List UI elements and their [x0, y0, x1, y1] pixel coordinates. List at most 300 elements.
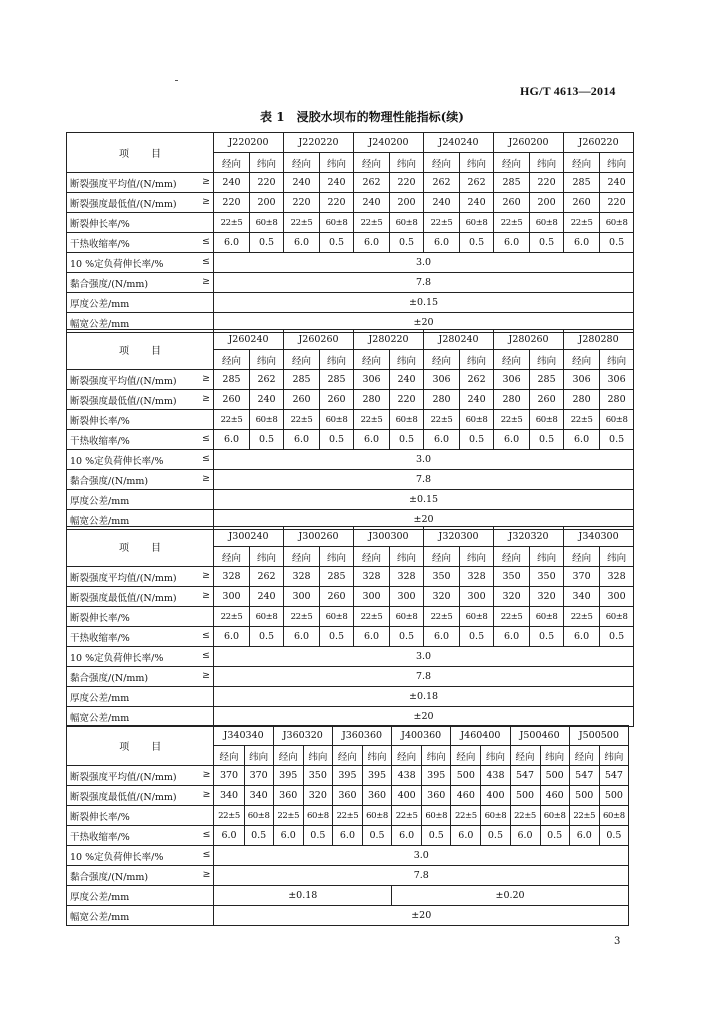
- model-name: J220220: [284, 133, 354, 153]
- weft-label: 纬向: [303, 746, 332, 766]
- value-cell: 0.5: [250, 430, 284, 450]
- weft-label: 纬向: [320, 547, 354, 567]
- value-cell: 260: [530, 390, 564, 410]
- tensile-avg-row: [67, 567, 634, 587]
- value-cell: 6.0: [284, 627, 320, 647]
- value-cell: 360: [332, 786, 362, 806]
- warp-label: 经向: [564, 350, 600, 370]
- width-label: 幅宽公差/mm: [67, 707, 214, 727]
- item-header: 项 目: [67, 330, 214, 370]
- value-cell: 6.0: [569, 826, 599, 846]
- elongation-row: [67, 806, 629, 826]
- value-cell: 6.0: [332, 826, 362, 846]
- elongation-label: 断裂伸长率/%: [67, 607, 214, 627]
- value-cell: 6.0: [354, 430, 390, 450]
- value-cell: 7.8: [214, 667, 634, 687]
- value-cell: 300: [284, 587, 320, 607]
- value-cell: ±0.18: [214, 687, 634, 707]
- value-cell: 200: [530, 193, 564, 213]
- spec-table-block-4: [66, 725, 629, 926]
- warp-label: 经向: [214, 350, 250, 370]
- tensile-min-row: [67, 193, 634, 213]
- shrinkage-label: 干热收缩率/% ≤: [67, 627, 214, 647]
- value-cell: 60±8: [540, 806, 569, 826]
- value-cell: 0.5: [530, 627, 564, 647]
- value-cell: 240: [354, 193, 390, 213]
- warp-label: 经向: [332, 746, 362, 766]
- value-cell: 240: [250, 390, 284, 410]
- value-cell: 547: [510, 766, 540, 786]
- value-cell: 328: [460, 567, 494, 587]
- load-elong-label: 10 %定负荷伸长率/% ≤: [67, 253, 214, 273]
- tensile-min-row: [67, 587, 634, 607]
- value-cell: 285: [320, 567, 354, 587]
- model-name: J320320: [494, 527, 564, 547]
- value-cell: 60±8: [599, 806, 628, 826]
- model-name: J260220: [564, 133, 634, 153]
- page-number: 3: [614, 936, 621, 947]
- value-cell: 6.0: [424, 627, 460, 647]
- value-cell: 328: [600, 567, 634, 587]
- value-cell: 262: [354, 173, 390, 193]
- shrinkage-label: 干热收缩率/% ≤: [67, 430, 214, 450]
- warp-label: 经向: [510, 746, 540, 766]
- value-cell: 0.5: [250, 233, 284, 253]
- value-cell: 340: [564, 587, 600, 607]
- value-cell: 500: [599, 786, 628, 806]
- stray-mark: [175, 80, 178, 81]
- elongation-row: [67, 410, 634, 430]
- value-cell: 280: [494, 390, 530, 410]
- model-name: J260260: [284, 330, 354, 350]
- model-name: J260240: [214, 330, 284, 350]
- model-name: J280260: [494, 330, 564, 350]
- value-cell: 22±5: [214, 213, 250, 233]
- value-cell: 6.0: [424, 430, 460, 450]
- value-cell: 22±5: [284, 410, 320, 430]
- value-cell: 3.0: [214, 647, 634, 667]
- value-cell: 22±5: [273, 806, 303, 826]
- value-cell: 0.5: [600, 627, 634, 647]
- value-cell: 22±5: [424, 607, 460, 627]
- value-cell: 6.0: [494, 233, 530, 253]
- value-cell: 438: [481, 766, 510, 786]
- value-cell: 0.5: [460, 233, 494, 253]
- weft-label: 纬向: [390, 547, 424, 567]
- value-cell: 285: [320, 370, 354, 390]
- tensile-min-label: 断裂强度最低值/(N/mm) ≥: [67, 390, 214, 410]
- model-name: J360360: [332, 726, 391, 746]
- width-label: 幅宽公差/mm: [67, 906, 214, 926]
- value-cell: 262: [250, 370, 284, 390]
- weft-label: 纬向: [530, 153, 564, 173]
- value-cell: 0.5: [303, 826, 332, 846]
- value-cell: 320: [303, 786, 332, 806]
- value-cell: 22±5: [214, 806, 244, 826]
- value-cell: 7.8: [214, 273, 634, 293]
- elongation-row: [67, 607, 634, 627]
- value-cell: 6.0: [564, 233, 600, 253]
- value-cell: 220: [530, 173, 564, 193]
- value-cell: 285: [530, 370, 564, 390]
- value-cell: 6.0: [564, 627, 600, 647]
- value-cell: 0.5: [390, 233, 424, 253]
- value-cell: 395: [332, 766, 362, 786]
- thickness-row: [67, 687, 634, 707]
- value-cell: 0.5: [600, 233, 634, 253]
- value-cell: 6.0: [354, 627, 390, 647]
- model-name: J340340: [214, 726, 273, 746]
- value-cell: 300: [214, 587, 250, 607]
- value-cell: 306: [564, 370, 600, 390]
- value-cell: 22±5: [494, 213, 530, 233]
- value-cell: 260: [320, 390, 354, 410]
- warp-label: 经向: [494, 350, 530, 370]
- value-cell: 60±8: [481, 806, 510, 826]
- value-cell: 460: [540, 786, 569, 806]
- thickness-label: 厚度公差/mm: [67, 293, 214, 313]
- thickness-row: [67, 490, 634, 510]
- value-cell: 60±8: [530, 607, 564, 627]
- model-name: J300260: [284, 527, 354, 547]
- standard-number: HG/T 4613—2014: [520, 84, 616, 98]
- model-name: J400360: [392, 726, 451, 746]
- width-row: [67, 707, 634, 727]
- value-cell: 280: [600, 390, 634, 410]
- model-name: J280220: [354, 330, 424, 350]
- value-cell: 0.5: [320, 430, 354, 450]
- value-cell: 220: [250, 173, 284, 193]
- adhesion-row: [67, 273, 634, 293]
- thickness-row: [67, 293, 634, 313]
- value-cell: 0.5: [460, 627, 494, 647]
- tensile-avg-label: 断裂强度平均值/(N/mm) ≥: [67, 370, 214, 390]
- value-cell: 0.5: [481, 826, 510, 846]
- tensile-min-label: 断裂强度最低值/(N/mm) ≥: [67, 587, 214, 607]
- weft-label: 纬向: [244, 746, 273, 766]
- value-cell: 240: [460, 193, 494, 213]
- value-cell: 60±8: [362, 806, 391, 826]
- thickness-label: 厚度公差/mm: [67, 886, 214, 906]
- value-cell: 6.0: [354, 233, 390, 253]
- value-cell: 60±8: [422, 806, 451, 826]
- value-cell: 300: [354, 587, 390, 607]
- weft-label: 纬向: [600, 350, 634, 370]
- value-cell: 350: [530, 567, 564, 587]
- value-cell: 370: [244, 766, 273, 786]
- value-cell: ±0.15: [214, 490, 634, 510]
- value-cell: 60±8: [460, 213, 494, 233]
- warp-label: 经向: [494, 547, 530, 567]
- value-cell: 22±5: [332, 806, 362, 826]
- value-cell: 60±8: [320, 213, 354, 233]
- adhesion-label: 黏合强度/(N/mm) ≥: [67, 866, 214, 886]
- tensile-avg-label: 断裂强度平均值/(N/mm) ≥: [67, 173, 214, 193]
- value-cell: 260: [214, 390, 250, 410]
- warp-label: 经向: [424, 350, 460, 370]
- value-cell: 220: [284, 193, 320, 213]
- value-cell: 200: [390, 193, 424, 213]
- value-cell: 240: [600, 173, 634, 193]
- value-cell: ±20: [214, 313, 634, 333]
- value-cell: 0.5: [250, 627, 284, 647]
- warp-label: 经向: [564, 153, 600, 173]
- elongation-row: [67, 213, 634, 233]
- value-cell: 300: [460, 587, 494, 607]
- value-cell: 6.0: [510, 826, 540, 846]
- model-name: J220200: [214, 133, 284, 153]
- value-cell: 3.0: [214, 253, 634, 273]
- value-cell: 22±5: [354, 607, 390, 627]
- tensile-min-label: 断裂强度最低值/(N/mm) ≥: [67, 193, 214, 213]
- value-cell: 547: [569, 766, 599, 786]
- warp-label: 经向: [354, 547, 390, 567]
- model-row: [67, 527, 634, 547]
- value-cell: 60±8: [600, 410, 634, 430]
- model-name: J500500: [569, 726, 628, 746]
- shrinkage-row: [67, 826, 629, 846]
- value-cell: 0.5: [320, 627, 354, 647]
- value-cell: 22±5: [354, 213, 390, 233]
- table-title: 表 1 浸胶水坝布的物理性能指标(续): [260, 110, 464, 124]
- adhesion-label: 黏合强度/(N/mm) ≥: [67, 470, 214, 490]
- value-cell: 6.0: [214, 430, 250, 450]
- adhesion-label: 黏合强度/(N/mm) ≥: [67, 667, 214, 687]
- value-cell: 0.5: [244, 826, 273, 846]
- model-name: J300300: [354, 527, 424, 547]
- value-cell: 400: [392, 786, 422, 806]
- value-cell: 262: [460, 370, 494, 390]
- value-cell: 22±5: [494, 607, 530, 627]
- tensile-avg-label: 断裂强度平均值/(N/mm) ≥: [67, 766, 214, 786]
- weft-label: 纬向: [460, 350, 494, 370]
- value-cell: 6.0: [284, 430, 320, 450]
- tensile-avg-row: [67, 766, 629, 786]
- value-cell: 320: [530, 587, 564, 607]
- weft-label: 纬向: [390, 153, 424, 173]
- weft-label: 纬向: [250, 153, 284, 173]
- value-cell: 320: [424, 587, 460, 607]
- tensile-min-row: [67, 786, 629, 806]
- value-cell: 300: [390, 587, 424, 607]
- shrinkage-row: [67, 430, 634, 450]
- value-cell: 6.0: [494, 430, 530, 450]
- thickness-label: 厚度公差/mm: [67, 490, 214, 510]
- value-cell: 360: [362, 786, 391, 806]
- warp-label: 经向: [424, 153, 460, 173]
- value-cell: 3.0: [214, 450, 634, 470]
- value-cell: 285: [494, 173, 530, 193]
- value-cell: 6.0: [284, 233, 320, 253]
- load-elong-row: [67, 647, 634, 667]
- adhesion-row: [67, 667, 634, 687]
- value-cell: 328: [214, 567, 250, 587]
- load-elong-label: 10 %定负荷伸长率/% ≤: [67, 450, 214, 470]
- value-cell: 6.0: [214, 627, 250, 647]
- value-cell: 306: [354, 370, 390, 390]
- value-cell: 60±8: [390, 607, 424, 627]
- value-cell: 285: [564, 173, 600, 193]
- value-cell: 320: [494, 587, 530, 607]
- warp-label: 经向: [451, 746, 481, 766]
- weft-label: 纬向: [599, 746, 628, 766]
- value-cell: 60±8: [460, 607, 494, 627]
- value-cell: 22±5: [564, 607, 600, 627]
- weft-label: 纬向: [540, 746, 569, 766]
- elongation-label: 断裂伸长率/%: [67, 213, 214, 233]
- value-cell: ±20: [214, 707, 634, 727]
- value-cell: 260: [494, 193, 530, 213]
- value-cell: 60±8: [250, 607, 284, 627]
- value-cell: 6.0: [392, 826, 422, 846]
- warp-label: 经向: [214, 547, 250, 567]
- warp-label: 经向: [284, 153, 320, 173]
- value-cell: 240: [284, 173, 320, 193]
- value-cell: 0.5: [390, 627, 424, 647]
- value-cell: 300: [600, 587, 634, 607]
- value-cell: 7.8: [214, 866, 629, 886]
- value-cell: 220: [390, 390, 424, 410]
- value-cell: 240: [320, 173, 354, 193]
- value-cell: 22±5: [354, 410, 390, 430]
- value-cell: 60±8: [250, 213, 284, 233]
- value-cell: 60±8: [530, 410, 564, 430]
- warp-label: 经向: [424, 547, 460, 567]
- shrinkage-row: [67, 627, 634, 647]
- value-cell: 285: [214, 370, 250, 390]
- weft-label: 纬向: [320, 153, 354, 173]
- value-cell: 350: [494, 567, 530, 587]
- value-cell: ±20: [214, 510, 634, 530]
- value-cell: 262: [460, 173, 494, 193]
- value-cell: 6.0: [494, 627, 530, 647]
- value-cell: 22±5: [564, 410, 600, 430]
- value-cell: 370: [214, 766, 244, 786]
- value-cell: ±0.15: [214, 293, 634, 313]
- weft-label: 纬向: [250, 547, 284, 567]
- item-header: 项 目: [67, 527, 214, 567]
- value-cell: 220: [214, 193, 250, 213]
- value-cell: 22±5: [214, 410, 250, 430]
- value-cell: 280: [564, 390, 600, 410]
- value-cell: 400: [481, 786, 510, 806]
- model-name: J240200: [354, 133, 424, 153]
- value-cell: 60±8: [320, 607, 354, 627]
- model-name: J260200: [494, 133, 564, 153]
- value-cell: 240: [214, 173, 250, 193]
- value-cell: 285: [284, 370, 320, 390]
- value-cell: 360: [273, 786, 303, 806]
- load-elong-label: 10 %定负荷伸长率/% ≤: [67, 647, 214, 667]
- value-cell: 370: [564, 567, 600, 587]
- load-elong-row: [67, 846, 629, 866]
- warp-label: 经向: [214, 746, 244, 766]
- value-cell: 350: [303, 766, 332, 786]
- shrinkage-label: 干热收缩率/% ≤: [67, 826, 214, 846]
- value-cell: 200: [250, 193, 284, 213]
- value-cell: 22±5: [569, 806, 599, 826]
- warp-label: 经向: [354, 350, 390, 370]
- value-cell: 0.5: [460, 430, 494, 450]
- value-cell: 22±5: [451, 806, 481, 826]
- weft-label: 纬向: [530, 350, 564, 370]
- spec-table-block-3: [66, 526, 634, 727]
- value-cell: 262: [424, 173, 460, 193]
- value-cell: 0.5: [599, 826, 628, 846]
- model-name: J360320: [273, 726, 332, 746]
- value-cell: 438: [392, 766, 422, 786]
- value-cell: 350: [424, 567, 460, 587]
- value-cell: 500: [451, 766, 481, 786]
- value-cell: 60±8: [530, 213, 564, 233]
- value-cell: 0.5: [390, 430, 424, 450]
- weft-label: 纬向: [530, 547, 564, 567]
- value-cell: 280: [354, 390, 390, 410]
- value-cell: 395: [362, 766, 391, 786]
- value-cell: 22±5: [424, 213, 460, 233]
- value-cell: ±0.18: [214, 886, 392, 906]
- model-row: [67, 133, 634, 153]
- value-cell: 22±5: [510, 806, 540, 826]
- value-cell: 22±5: [494, 410, 530, 430]
- warp-label: 经向: [284, 547, 320, 567]
- model-name: J280280: [564, 330, 634, 350]
- value-cell: 0.5: [530, 233, 564, 253]
- width-label: 幅宽公差/mm: [67, 510, 214, 530]
- value-cell: 260: [284, 390, 320, 410]
- model-name: J500460: [510, 726, 569, 746]
- value-cell: 0.5: [530, 430, 564, 450]
- value-cell: 60±8: [320, 410, 354, 430]
- value-cell: 260: [564, 193, 600, 213]
- model-row: [67, 330, 634, 350]
- load-elong-row: [67, 253, 634, 273]
- shrinkage-label: 干热收缩率/% ≤: [67, 233, 214, 253]
- value-cell: 0.5: [320, 233, 354, 253]
- value-cell: 306: [424, 370, 460, 390]
- tensile-avg-label: 断裂强度平均值/(N/mm) ≥: [67, 567, 214, 587]
- value-cell: ±20: [214, 906, 629, 926]
- value-cell: 60±8: [244, 806, 273, 826]
- value-cell: 240: [250, 587, 284, 607]
- value-cell: 6.0: [214, 826, 244, 846]
- weft-label: 纬向: [460, 153, 494, 173]
- spec-table-block-1: [66, 132, 634, 333]
- value-cell: 220: [600, 193, 634, 213]
- elongation-label: 断裂伸长率/%: [67, 410, 214, 430]
- value-cell: 328: [354, 567, 390, 587]
- warp-label: 经向: [569, 746, 599, 766]
- value-cell: 6.0: [424, 233, 460, 253]
- load-elong-row: [67, 450, 634, 470]
- model-name: J340300: [564, 527, 634, 547]
- width-label: 幅宽公差/mm: [67, 313, 214, 333]
- value-cell: 22±5: [214, 607, 250, 627]
- model-name: J300240: [214, 527, 284, 547]
- value-cell: 60±8: [600, 607, 634, 627]
- tensile-avg-row: [67, 173, 634, 193]
- warp-label: 经向: [354, 153, 390, 173]
- warp-label: 经向: [284, 350, 320, 370]
- value-cell: 3.0: [214, 846, 629, 866]
- value-cell: 60±8: [390, 213, 424, 233]
- value-cell: 395: [273, 766, 303, 786]
- value-cell: 280: [424, 390, 460, 410]
- value-cell: 220: [320, 193, 354, 213]
- value-cell: 60±8: [303, 806, 332, 826]
- spec-table-block-2: [66, 329, 634, 530]
- weft-label: 纬向: [481, 746, 510, 766]
